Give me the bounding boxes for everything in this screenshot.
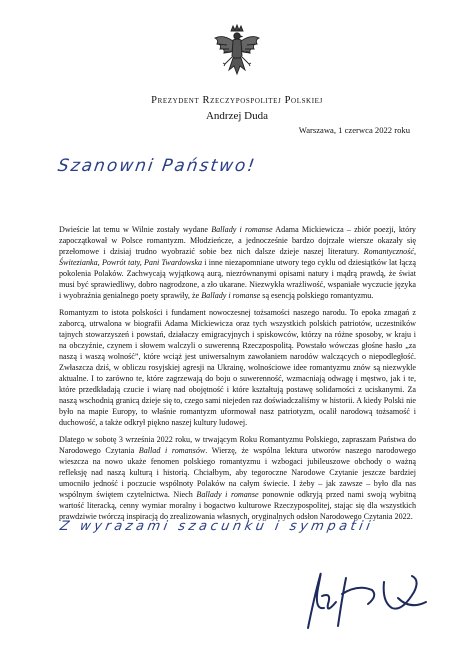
salutation-handwritten: Szanowni Państwo! bbox=[56, 156, 258, 176]
polish-eagle-emblem-icon bbox=[211, 22, 263, 82]
text-run: Adama Mickiewicza – zbiór poezji, który zapoczątkował w Polsce romantyzm. Młodzieńcze, a jednocześnie bardzo dojrzałe wiersze okazały się przełomowe i dzisiaj trudno wyobrazić sobie bez nich dalsze dzieje naszej literatury. bbox=[59, 225, 416, 256]
italic-title-run: Ballad i romansów bbox=[138, 446, 206, 455]
text-run: są esencją polskiego romantyzmu. bbox=[260, 291, 374, 300]
text-run: Dwieście lat temu w Wilnie zostały wydane bbox=[59, 225, 212, 234]
italic-title-run: Ballady i romanse bbox=[211, 225, 273, 234]
italic-title-run: Romantyczność, Świtezianka, Powrót taty, Pani Twardowska bbox=[59, 247, 416, 267]
italic-title-run: Ballady i romanse bbox=[201, 291, 261, 300]
president-name: Andrzej Duda bbox=[205, 110, 268, 122]
handwritten-signature-icon bbox=[298, 558, 438, 634]
text-run: i inne niezapomniane utwory tego cyklu od dziesiątków lat łączą pokolenia Polaków. Zachwycają wyjątkową aurą, niezrównanymi opisami natury i mądrą prawdą, że świat musi być sprawiedliwy, dobro nagrodzone, a zło ukarane. Niezwykła wrażliwość, wspaniałe wyczucie języka i wyobraźnia genialnego poety sprawiły, że bbox=[59, 258, 416, 300]
office-title: Prezydent Rzeczypospolitej Polskiej bbox=[151, 95, 323, 106]
paragraph bbox=[59, 434, 416, 522]
letter-body bbox=[59, 224, 416, 528]
text-run: . Wierzę, że wspólna lektura utworów naszego narodowego wieszcza na nowo ukaże fenomen polskiego romantyzmu i wzbogaci jubileuszowe obchody o ważną refleksję nad naszą kulturą i historią. Chciałbym, aby tegoroczne Narodowe Czytanie jeszcze bardziej umocniło jedność i poczucie wspólnoty Polaków na całym świecie. I żeby – jak zawsze – było dla nas wspólnym świętem czytelnictwa. Niech bbox=[59, 446, 416, 499]
text-run: Dlatego w sobotę 3 września 2022 roku, w trwającym Roku Romantyzmu Polskiego, zapraszam Państwa do Narodowego Czytania bbox=[59, 435, 416, 455]
paragraph bbox=[59, 224, 416, 301]
italic-title-run: Ballady i romanse bbox=[196, 490, 259, 499]
text-run: ponownie odkryją przed nami swoją wybitną wartość literacką, cenny wymiar moralny i bogactwo kulturowe Rzeczypospolitej, stając się dla wszystkich prawdziwie twórczą inspiracją do zrealizowania własnych, oryginalnych odsłon Narodowego Czytania 2022. bbox=[59, 490, 416, 521]
paragraph bbox=[59, 307, 416, 428]
text-run: Romantyzm to istota polskości i fundament nowoczesnej tożsamości naszego narodu. To epoka zmagań z zaborcą, utrwalona w biografii Adama Mickiewicza oraz tych wszystkich polskich patriotów, uczestników tajnych stowarzyszeń i powstań, działaczy emigracyjnych i spiskowców, którzy na różne sposoby, w kraju i na obczyźnie, czynem i słowem walczyli o suwerenną Rzeczpospolitą. Powstało wówczas głośne hasło „za naszą i waszą wolność”, które wciąż jest uniwersalnym zawołaniem narodów walczących o niepodległość. Zwłaszcza dziś, w obliczu rosyjskiej agresji na Ukrainę, wolnościowe idee romantyzmu znów są niezwykle aktualne. I to zarówno te, które zagrzewają do boju o suwerenność, wzmacniają odwagę i męstwo, jak i te, które przedkładają czucie i wiarę nad obojętność i które kształtują postawę solidarności z uciskanymi. Za naszą wschodnią granicą dzieje się to, czego sami niejeden raz doświadczaliśmy w historii. A kiedy Polski nie było na mapie Europy, to właśnie romantyzm uformował nasz patriotyzm, ocalił narodową tożsamość i duchowość, a także odkrył piękno naszej kultury ludowej. bbox=[59, 308, 416, 427]
closing-handwritten: Z wyrazami szacunku i sympatii bbox=[58, 519, 375, 534]
date-line: Warszawa, 1 czerwca 2022 roku bbox=[298, 125, 410, 135]
